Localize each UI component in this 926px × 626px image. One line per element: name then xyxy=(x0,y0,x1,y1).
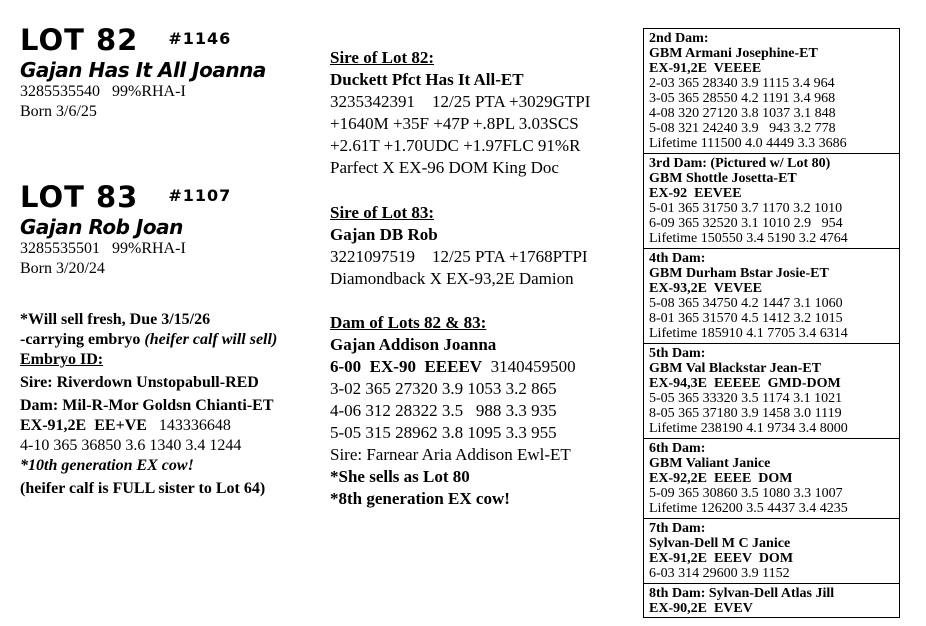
embryo-sire: Sire: Riverdown Unstopabull-RED xyxy=(20,374,259,391)
sire-82-heading: Sire of Lot 82: xyxy=(330,48,435,67)
ped-name: Sylvan-Dell M C Janice xyxy=(649,536,791,551)
lot-82-block xyxy=(20,24,266,122)
ped-heading: 4th Dam: xyxy=(649,251,706,266)
dam-reg: 3140459500 xyxy=(482,357,576,376)
embryo-dam: Dam: Mil-R-Mor Goldsn Chianti-ET xyxy=(20,397,274,414)
ped-lifetime: Lifetime 238190 4.1 9734 3.4 8000 xyxy=(649,421,848,436)
pedigree-5th-dam xyxy=(644,343,899,436)
embryo-sister-note: (heifer calf is FULL sister to Lot 64) xyxy=(20,480,266,497)
embryo-dam-class xyxy=(20,416,277,436)
ped-record: 5-08 321 24240 3.9 943 3.2 778 xyxy=(649,121,836,136)
dam-block xyxy=(330,312,576,510)
ped-lifetime: Lifetime 150550 3.4 5190 3.2 4764 xyxy=(649,231,848,246)
ped-heading: 8th Dam: Sylvan-Dell Atlas Jill xyxy=(649,586,835,601)
ped-class: EX-91,2E VEEEE xyxy=(649,61,762,76)
ped-record: 8-05 365 37180 3.9 1458 3.0 1119 xyxy=(649,406,842,421)
ped-record: 6-03 314 29600 3.9 1152 xyxy=(649,566,790,581)
pedigree-3rd-dam xyxy=(644,153,899,246)
sire-82-line: +1640M +35F +47P +.8PL 3.03SCS xyxy=(330,114,579,133)
embryo-note-text: -carrying embryo xyxy=(20,331,145,348)
pedigree-4th-dam xyxy=(644,248,899,341)
lot-82-title: LOT 82 xyxy=(20,23,139,57)
ped-heading: 3rd Dam: (Pictured w/ Lot 80) xyxy=(649,156,831,171)
lot-82-header xyxy=(20,24,266,55)
ped-lifetime: Lifetime 111500 4.0 4449 3.3 3686 xyxy=(649,136,847,151)
sire-82-block xyxy=(330,47,590,179)
dam-record: 4-06 312 28322 3.5 988 3.3 935 xyxy=(330,401,557,420)
ped-record: 4-08 320 27120 3.8 1037 3.1 848 xyxy=(649,106,836,121)
fresh-note: *Will sell fresh, Due 3/15/26 xyxy=(20,311,211,328)
sire-82-name: Duckett Pfct Has It All-ET xyxy=(330,70,524,89)
lot-83-title: LOT 83 xyxy=(20,180,139,214)
lot-82-born: Born 3/6/25 xyxy=(20,103,97,120)
dam-sells-note: *She sells as Lot 80 xyxy=(330,467,470,486)
ped-record: 5-09 365 30860 3.5 1080 3.3 1007 xyxy=(649,486,843,501)
embryo-note xyxy=(20,330,277,350)
embryo-id-heading: Embryo ID: xyxy=(20,351,104,368)
sire-83-line: 3221097519 12/25 PTA +1768PTPI xyxy=(330,247,588,266)
ped-record: 5-08 365 34750 4.2 1447 3.1 1060 xyxy=(649,296,843,311)
ped-name: GBM Valiant Janice xyxy=(649,456,771,471)
lot-83-registration: 3285535501 99%RHA-I xyxy=(20,240,186,257)
sire-82-line: +2.61T +1.70UDC +1.97FLC 91%R xyxy=(330,136,581,155)
lot-83-born: Born 3/20/24 xyxy=(20,260,105,277)
pedigree-box xyxy=(643,28,900,618)
ped-class: EX-94,3E EEEEE GMD-DOM xyxy=(649,376,841,391)
lot-82-registration: 3285535540 99%RHA-I xyxy=(20,83,186,100)
ped-class: EX-93,2E VEVEE xyxy=(649,281,762,296)
pedigree-7th-dam xyxy=(644,518,899,581)
ped-record: 6-09 365 32520 3.1 1010 2.9 954 xyxy=(649,216,843,231)
ped-heading: 2nd Dam: xyxy=(649,31,709,46)
ped-record: 5-01 365 31750 3.7 1170 3.2 1010 xyxy=(649,201,843,216)
ped-name: GBM Durham Bstar Josie-ET xyxy=(649,266,829,281)
sire-82-line: Parfect X EX-96 DOM King Doc xyxy=(330,158,559,177)
lot-83-notes xyxy=(20,310,277,499)
lot-83-header xyxy=(20,181,231,212)
dam-record: 3-02 365 27320 3.9 1053 3.2 865 xyxy=(330,379,557,398)
ped-name: GBM Shottle Josetta-ET xyxy=(649,171,797,186)
sire-83-heading: Sire of Lot 83: xyxy=(330,203,435,222)
ped-class: EX-91,2E EEEV DOM xyxy=(649,551,794,566)
sire-83-name: Gajan DB Rob xyxy=(330,225,438,244)
ped-record: 5-05 365 33320 3.5 1174 3.1 1021 xyxy=(649,391,843,406)
lot-83-block xyxy=(20,181,231,279)
ped-class: EX-90,2E EVEV xyxy=(649,601,753,616)
dam-classification xyxy=(330,356,576,378)
ped-heading: 5th Dam: xyxy=(649,346,706,361)
embryo-dam-class-bold: EX-91,2E EE+VE xyxy=(20,417,147,434)
ped-heading: 6th Dam: xyxy=(649,441,706,456)
ped-heading: 7th Dam: xyxy=(649,521,706,536)
embryo-dam-record: 4-10 365 36850 3.6 1340 3.4 1244 xyxy=(20,437,242,454)
lot-82-name: Gajan Has It All Joanna xyxy=(20,58,266,82)
ped-name: GBM Val Blackstar Jean-ET xyxy=(649,361,822,376)
pedigree-2nd-dam xyxy=(644,31,899,151)
ped-name: GBM Armani Josephine-ET xyxy=(649,46,818,61)
dam-heading: Dam of Lots 82 & 83: xyxy=(330,313,487,332)
lot-83-name: Gajan Rob Joan xyxy=(20,215,183,239)
dam-name: Gajan Addison Joanna xyxy=(330,335,497,354)
ped-lifetime: Lifetime 126200 3.5 4437 3.4 4235 xyxy=(649,501,848,516)
sire-82-line: 3235342391 12/25 PTA +3029GTPI xyxy=(330,92,591,111)
dam-record: 5-05 315 28962 3.8 1095 3.3 955 xyxy=(330,423,557,442)
ped-class: EX-92,2E EEEE DOM xyxy=(649,471,793,486)
pedigree-6th-dam xyxy=(644,438,899,516)
lot-82-number: #1146 xyxy=(168,29,232,48)
pedigree-8th-dam xyxy=(644,583,899,616)
sire-83-line: Diamondback X EX-93,2E Damion xyxy=(330,269,574,288)
embryo-dam-reg: 143336648 xyxy=(146,417,231,434)
dam-class-bold: 6-00 EX-90 EEEEV xyxy=(330,357,483,376)
embryo-generation: *10th generation EX cow! xyxy=(20,457,194,474)
embryo-note-italic: (heifer calf will sell) xyxy=(144,331,278,348)
dam-generation-note: *8th generation EX cow! xyxy=(330,489,510,508)
dam-sire: Sire: Farnear Aria Addison Ewl-ET xyxy=(330,445,571,464)
ped-class: EX-92 EEVEE xyxy=(649,186,742,201)
ped-record: 2-03 365 28340 3.9 1115 3.4 964 xyxy=(649,76,835,91)
lot-83-number: #1107 xyxy=(168,186,232,205)
ped-record: 3-05 365 28550 4.2 1191 3.4 968 xyxy=(649,91,836,106)
ped-record: 8-01 365 31570 4.5 1412 3.2 1015 xyxy=(649,311,843,326)
sire-83-block xyxy=(330,202,588,290)
ped-lifetime: Lifetime 185910 4.1 7705 3.4 6314 xyxy=(649,326,848,341)
